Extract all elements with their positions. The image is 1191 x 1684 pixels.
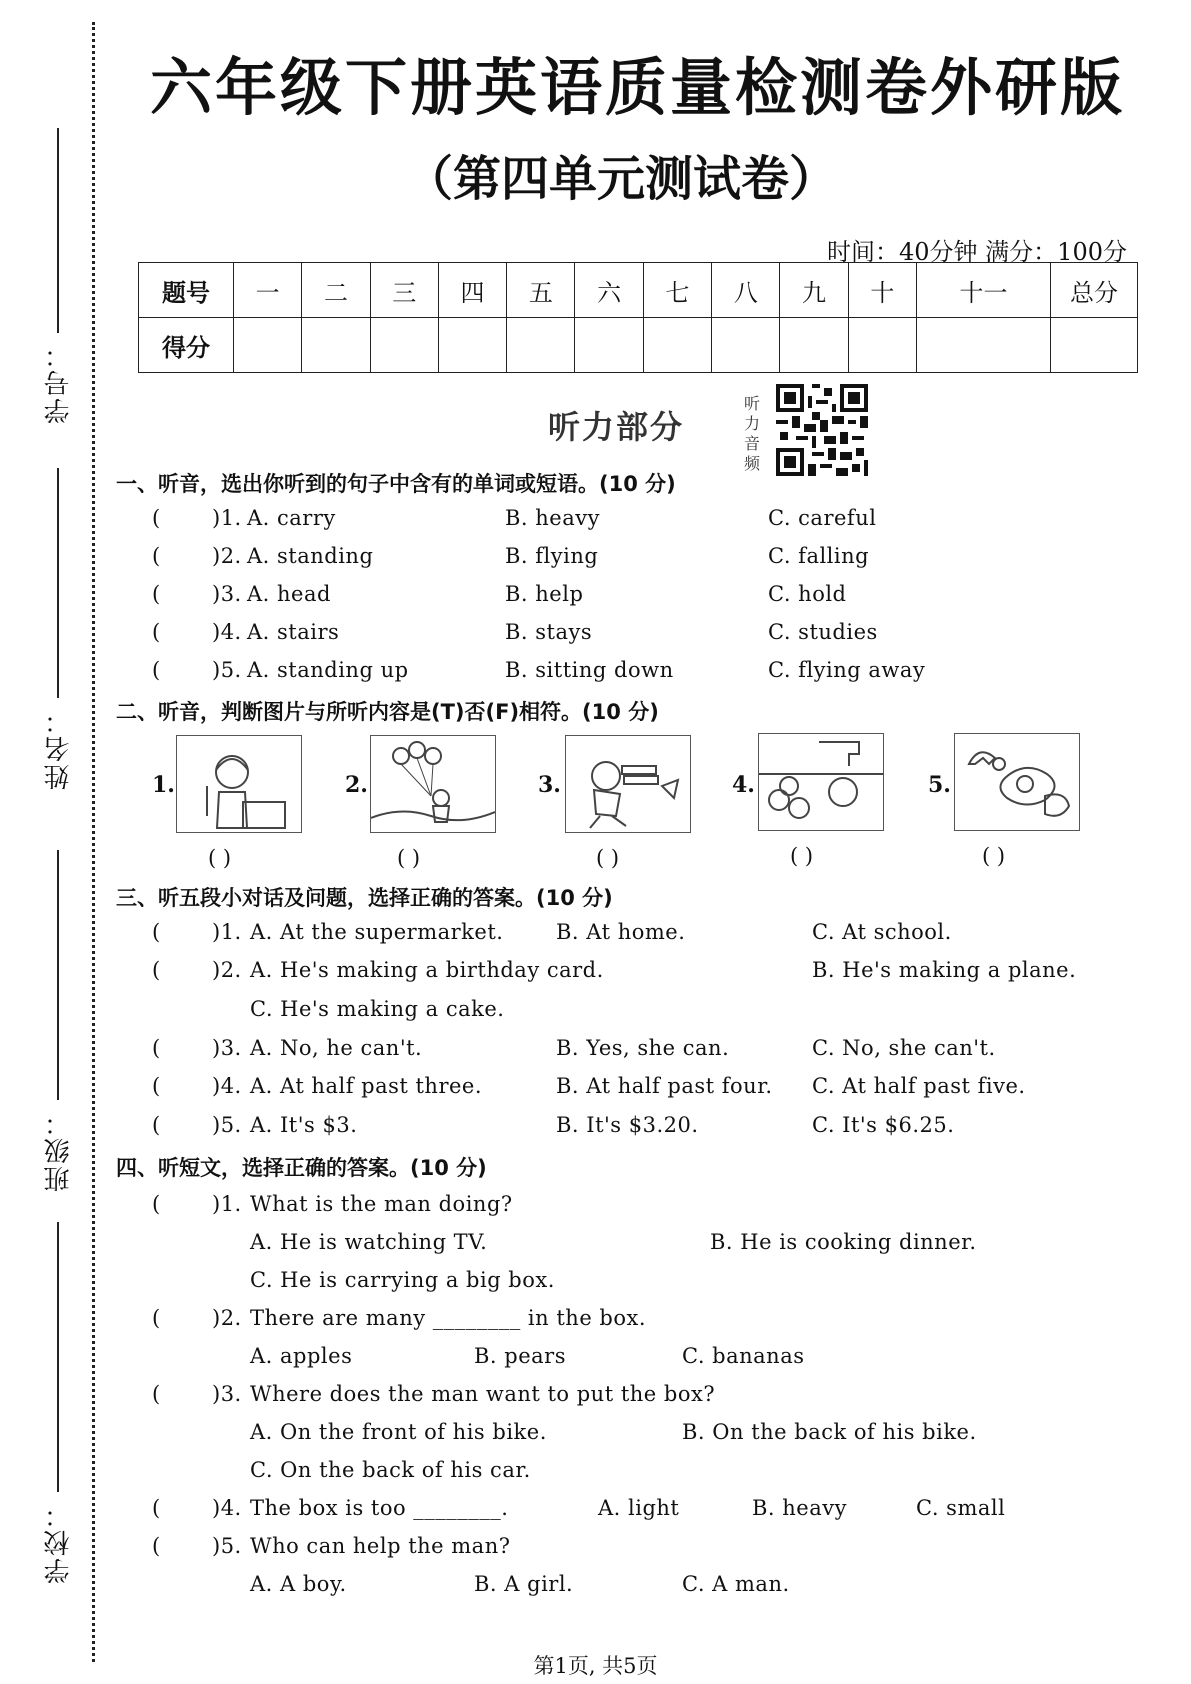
picture-apples-tap-icon <box>758 733 884 831</box>
section3-title: 三、听五段小对话及问题，选择正确的答案。(10 分) <box>116 886 613 910</box>
score-table-header-row <box>139 263 1138 318</box>
paren-open: ( <box>152 1192 161 1216</box>
picture-balloons-icon <box>370 735 496 833</box>
score-cell[interactable] <box>1051 318 1138 373</box>
option-a[interactable]: A. He is watching TV. <box>250 1230 488 1254</box>
section1-title: 一、听音，选出你听到的句子中含有的单词或短语。(10 分) <box>116 472 676 496</box>
school-label: 学校： <box>44 1500 74 1584</box>
paren-open: ( <box>152 544 161 568</box>
picture-number: 2. <box>345 772 368 798</box>
option-b[interactable]: B. Yes, she can. <box>556 1036 730 1060</box>
column-label: 十一 <box>916 263 1050 318</box>
page-footer: 第1页, 共5页 <box>533 1654 658 1678</box>
option-a[interactable]: A. It's $3. <box>250 1113 358 1137</box>
option-a[interactable]: A. At the supermarket. <box>250 920 504 944</box>
school-line <box>57 1222 59 1492</box>
class-line <box>57 850 59 1100</box>
option-a[interactable]: A. head <box>247 582 331 606</box>
question-number: )1. <box>212 1192 242 1216</box>
option-b[interactable]: B. He is cooking dinner. <box>710 1230 977 1254</box>
score-cell[interactable] <box>575 318 643 373</box>
student-id-line <box>57 128 59 333</box>
question-number: )5. <box>212 1534 242 1558</box>
qr-code-icon[interactable] <box>772 380 872 480</box>
score-cell[interactable] <box>234 318 302 373</box>
question-number: )2. <box>212 544 242 568</box>
score-cell[interactable] <box>848 318 916 373</box>
question-text: There are many ________ in the box. <box>250 1306 647 1330</box>
option-c[interactable]: C. At school. <box>812 920 952 944</box>
score-cell[interactable] <box>370 318 438 373</box>
question-number: )2. <box>212 958 242 982</box>
column-label: 三 <box>370 263 438 318</box>
paren-open: ( <box>152 958 161 982</box>
option-a[interactable]: A. No, he can't. <box>250 1036 423 1060</box>
question-number: )4. <box>212 1074 242 1098</box>
score-cell[interactable] <box>438 318 506 373</box>
column-label: 五 <box>507 263 575 318</box>
score-table <box>138 262 1138 373</box>
score-table-score-row <box>139 318 1138 373</box>
paren-open: ( <box>152 1113 161 1137</box>
option-b[interactable]: B. sitting down <box>505 658 674 682</box>
option-a[interactable]: A. A boy. <box>250 1572 347 1596</box>
option-c[interactable]: C. On the back of his car. <box>250 1458 531 1482</box>
section4-title: 四、听短文，选择正确的答案。(10 分) <box>116 1156 487 1180</box>
question-text: What is the man doing? <box>250 1192 513 1216</box>
option-b[interactable]: B. He's making a plane. <box>812 958 1077 982</box>
score-cell[interactable] <box>507 318 575 373</box>
column-label: 十 <box>848 263 916 318</box>
paren-open: ( <box>152 1306 161 1330</box>
option-a[interactable]: A. light <box>598 1496 680 1520</box>
option-c[interactable]: C. bananas <box>682 1344 805 1368</box>
question-number: )1. <box>212 506 242 530</box>
paren-open: ( <box>152 1382 161 1406</box>
option-a[interactable]: A. He's making a birthday card. <box>250 958 604 982</box>
question-number: )1. <box>212 920 242 944</box>
option-a[interactable]: A. carry <box>247 506 336 530</box>
student-id-label: 学号： <box>44 340 74 424</box>
paren-open: ( <box>152 1534 161 1558</box>
question-number: )5. <box>212 658 242 682</box>
class-label: 班级： <box>44 1108 74 1192</box>
option-b[interactable]: B. On the back of his bike. <box>682 1420 977 1444</box>
option-c[interactable]: C. hold <box>768 582 847 606</box>
picture-number: 5. <box>928 772 951 798</box>
row-label: 题号 <box>139 263 234 318</box>
option-b[interactable]: B. It's $3.20. <box>556 1113 699 1137</box>
option-b[interactable]: B. help <box>505 582 584 606</box>
page-subtitle: （第四单元测试卷） <box>405 151 838 207</box>
column-label: 八 <box>712 263 780 318</box>
time-info: 时间：40分钟 满分：100分 <box>827 238 1127 266</box>
paren-open: ( <box>152 582 161 606</box>
answer-blank[interactable]: ( ) <box>596 846 620 870</box>
paren-open: ( <box>152 658 161 682</box>
question-number: )4. <box>212 620 242 644</box>
question-text: Who can help the man? <box>250 1534 511 1558</box>
question-number: )5. <box>212 1113 242 1137</box>
option-b[interactable]: B. pears <box>474 1344 566 1368</box>
picture-number: 4. <box>732 772 755 798</box>
score-cell[interactable] <box>302 318 370 373</box>
column-label: 七 <box>643 263 711 318</box>
option-b[interactable]: B. At half past four. <box>556 1074 773 1098</box>
option-a[interactable]: A. standing up <box>247 658 409 682</box>
column-label: 一 <box>234 263 302 318</box>
paren-open: ( <box>152 620 161 644</box>
option-c[interactable]: C. It's $6.25. <box>812 1113 955 1137</box>
option-c[interactable]: C. falling <box>768 544 870 568</box>
option-c[interactable]: C. careful <box>768 506 877 530</box>
picture-number: 1. <box>152 772 175 798</box>
column-label: 六 <box>575 263 643 318</box>
picture-girl-icon <box>176 735 302 833</box>
question-number: )4. <box>212 1496 242 1520</box>
option-a[interactable]: A. On the front of his bike. <box>250 1420 547 1444</box>
paren-open: ( <box>152 920 161 944</box>
name-line <box>57 468 59 698</box>
option-c[interactable]: C. At half past five. <box>812 1074 1026 1098</box>
option-a[interactable]: A. apples <box>250 1344 353 1368</box>
option-b[interactable]: B. A girl. <box>474 1572 574 1596</box>
paren-open: ( <box>152 1036 161 1060</box>
question-text: Where does the man want to put the box? <box>250 1382 716 1406</box>
option-c[interactable]: C. studies <box>768 620 878 644</box>
row-label: 得分 <box>139 318 234 373</box>
binding-dotted-line <box>92 22 95 1662</box>
paren-open: ( <box>152 1074 161 1098</box>
score-cell[interactable] <box>643 318 711 373</box>
answer-blank[interactable]: ( ) <box>790 844 814 868</box>
question-text: The box is too ________. <box>250 1496 509 1520</box>
column-label: 总分 <box>1051 263 1138 318</box>
column-label: 四 <box>438 263 506 318</box>
paren-open: ( <box>152 1496 161 1520</box>
picture-number: 3. <box>538 772 561 798</box>
answer-blank[interactable]: ( ) <box>208 846 232 870</box>
option-a[interactable]: A. stairs <box>247 620 340 644</box>
question-number: )2. <box>212 1306 242 1330</box>
score-cell[interactable] <box>916 318 1050 373</box>
option-c[interactable]: C. No, she can't. <box>812 1036 996 1060</box>
column-label: 九 <box>780 263 848 318</box>
paren-open: ( <box>152 506 161 530</box>
page-title: 六年级下册英语质量检测卷外研版 <box>150 51 1126 124</box>
question-number: )3. <box>212 582 242 606</box>
section2-title: 二、听音，判断图片与所听内容是(T)否(F)相符。(10 分) <box>116 700 659 724</box>
option-b[interactable]: B. stays <box>505 620 593 644</box>
option-c[interactable]: C. He is carrying a big box. <box>250 1268 555 1292</box>
option-c[interactable]: C. flying away <box>768 658 926 682</box>
question-number: )3. <box>212 1036 242 1060</box>
option-a[interactable]: A. standing <box>247 544 374 568</box>
name-label: 姓名： <box>44 706 74 790</box>
option-b[interactable]: B. At home. <box>556 920 686 944</box>
answer-blank[interactable]: ( ) <box>982 844 1006 868</box>
option-c[interactable]: C. small <box>916 1496 1006 1520</box>
answer-blank[interactable]: ( ) <box>397 846 421 870</box>
question-number: )3. <box>212 1382 242 1406</box>
option-c[interactable]: C. A man. <box>682 1572 790 1596</box>
qr-label: 听力音频 <box>744 394 761 473</box>
listening-heading: 听力部分 <box>548 408 685 446</box>
picture-broken-eggs-icon <box>954 733 1080 831</box>
option-b[interactable]: B. heavy <box>752 1496 847 1520</box>
score-cell[interactable] <box>780 318 848 373</box>
option-c[interactable]: C. He's making a cake. <box>250 997 505 1021</box>
score-cell[interactable] <box>712 318 780 373</box>
option-b[interactable]: B. heavy <box>505 506 600 530</box>
option-a[interactable]: A. At half past three. <box>250 1074 483 1098</box>
column-label: 二 <box>302 263 370 318</box>
picture-boy-falling-icon <box>565 735 691 833</box>
option-b[interactable]: B. flying <box>505 544 599 568</box>
